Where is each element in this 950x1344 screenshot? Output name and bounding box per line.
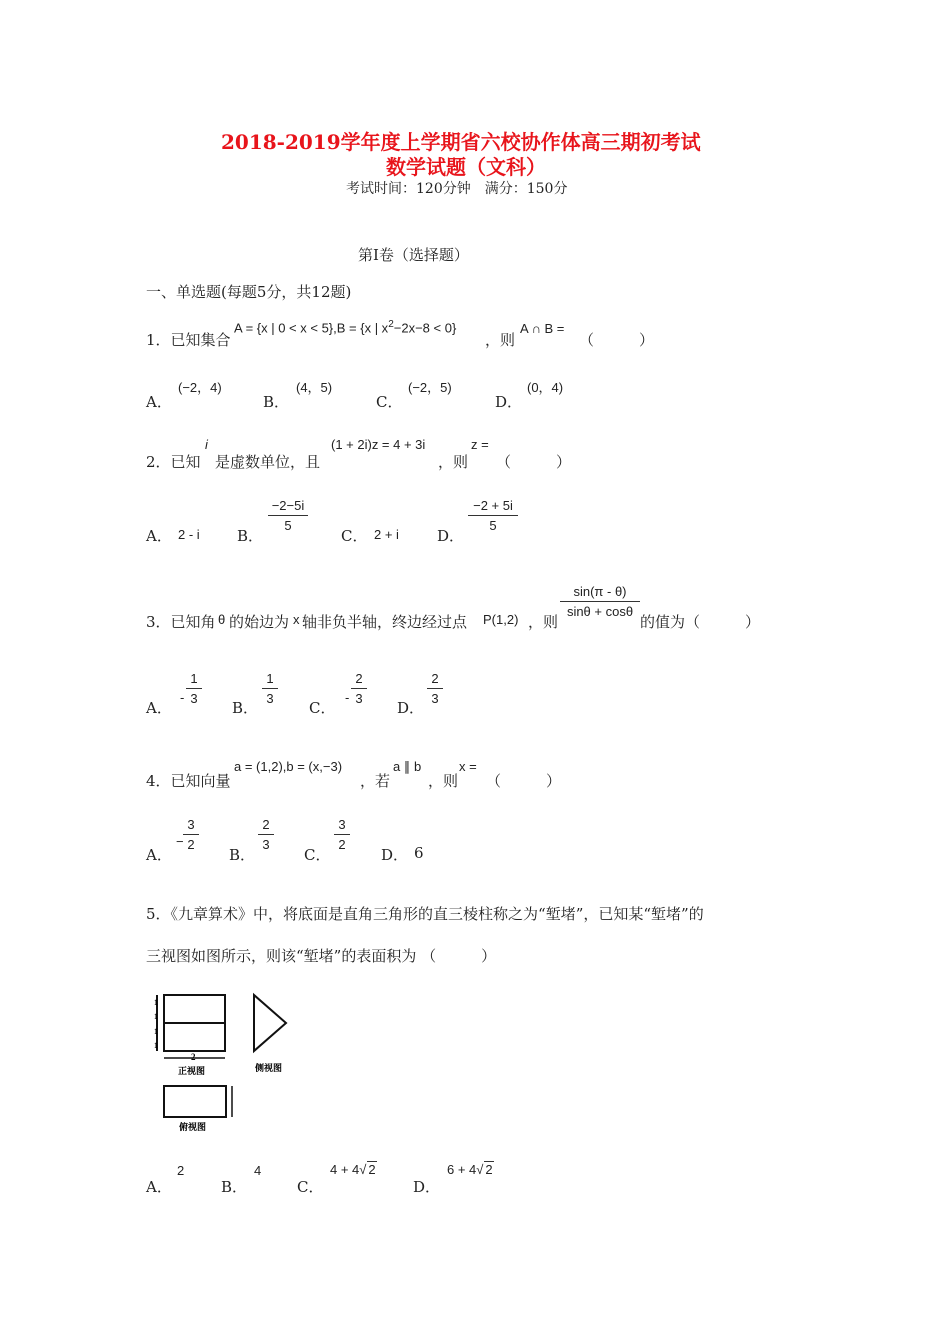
q4-x: x = bbox=[459, 759, 477, 774]
q3-opt-c-fraction bbox=[351, 671, 367, 706]
q1-opt-d-letter: D． bbox=[495, 393, 523, 411]
q3-opt-c-num: 2 bbox=[355, 671, 363, 686]
q3-opt-d-num: 2 bbox=[431, 671, 439, 686]
sqrt-icon: √ bbox=[359, 1162, 367, 1177]
q3-opt-a-num: 1 bbox=[190, 671, 198, 686]
q3-opt-b-den: 3 bbox=[266, 691, 274, 706]
q2-opt-b-num: −2−5i bbox=[271, 498, 305, 513]
q4-opt-c-letter: C． bbox=[304, 846, 331, 864]
q2-opt-b-letter: B． bbox=[237, 527, 264, 545]
q5-opt-a-letter: A． bbox=[146, 1178, 172, 1196]
fraction-bar bbox=[560, 601, 640, 602]
q4-opt-a-num: 3 bbox=[187, 817, 195, 832]
q4-blank: （ ） bbox=[486, 772, 562, 790]
fraction-bar bbox=[262, 688, 278, 689]
q3-num: sin(π - θ) bbox=[573, 584, 627, 599]
q2-opt-d-letter: D． bbox=[437, 527, 465, 545]
q5-opt-c-letter: C． bbox=[297, 1178, 324, 1196]
q2-mid1: 是虚数单位，且 bbox=[215, 453, 321, 471]
q4-vectors: a = (1,2),b = (x,−3) bbox=[234, 759, 343, 774]
q1-mid: ，则 bbox=[485, 331, 516, 349]
q1-set-a bbox=[234, 319, 456, 335]
q4-opt-c-num: 3 bbox=[338, 817, 346, 832]
top-view-label: 俯视图 bbox=[179, 1123, 207, 1133]
q4-opt-b-den: 3 bbox=[262, 837, 270, 852]
dim-label-1b: 1 bbox=[154, 1012, 158, 1021]
q1-opt-b-letter: B． bbox=[263, 393, 290, 411]
q3-opt-d-den: 3 bbox=[431, 691, 439, 706]
q3-opt-d-letter: D． bbox=[397, 699, 425, 717]
q5-opt-c-value bbox=[330, 1161, 377, 1177]
q5-opt-d-radicand: 2 bbox=[485, 1162, 493, 1177]
q4-opt-a-fraction bbox=[183, 817, 199, 852]
q5-opt-c-pre: 4 + 4 bbox=[330, 1162, 360, 1177]
q1-blank: （ ） bbox=[579, 331, 655, 349]
side-view-triangle bbox=[254, 995, 286, 1051]
q1-opt-c-value: (−2，5) bbox=[408, 380, 452, 395]
q3-opt-b-letter: B． bbox=[232, 699, 259, 717]
q3-opt-d-fraction bbox=[427, 671, 443, 706]
fraction-bar bbox=[258, 834, 274, 835]
q3-opt-a-den: 3 bbox=[190, 691, 198, 706]
q3-opt-b-fraction bbox=[262, 671, 278, 706]
q2-opt-d-num: −2 + 5i bbox=[473, 498, 513, 513]
q5-opt-a-value: 2 bbox=[177, 1163, 185, 1178]
q3-tail: 的值为（ ） bbox=[640, 613, 761, 631]
q5-opt-d-value bbox=[447, 1161, 494, 1177]
q2-blank: （ ） bbox=[496, 453, 572, 471]
q2-opt-d-fraction bbox=[468, 498, 518, 533]
q4-opt-a-letter: A． bbox=[146, 846, 172, 864]
fraction-bar bbox=[351, 688, 367, 689]
q3-prefix: 3．已知角 bbox=[146, 613, 216, 631]
q4-opt-d-letter: D． bbox=[381, 846, 409, 864]
q4-opt-c-fraction bbox=[334, 817, 350, 852]
q2-opt-b-fraction bbox=[268, 498, 308, 533]
section-title: 一、单选题(每题5分，共12题) bbox=[146, 283, 352, 301]
q4-opt-d-value: 6 bbox=[414, 844, 424, 862]
q4-parallel: a ∥ b bbox=[393, 759, 422, 774]
q1-opt-c-letter: C． bbox=[376, 393, 403, 411]
q4-opt-b-num: 2 bbox=[262, 817, 270, 832]
q5-line2: 三视图如图所示，则该“堑堵”的表面积为 （ ） bbox=[146, 947, 497, 965]
part-title: 第I卷（选择题） bbox=[358, 246, 469, 264]
q2-imag-unit: i bbox=[205, 437, 208, 452]
q3-opt-a-fraction bbox=[186, 671, 202, 706]
q3-opt-a-letter: A． bbox=[146, 699, 172, 717]
q3-theta: θ bbox=[218, 612, 226, 627]
q5-opt-d-pre: 6 + 4 bbox=[447, 1162, 477, 1177]
q2-opt-a-letter: A． bbox=[146, 527, 172, 545]
sqrt-icon: √ bbox=[476, 1162, 484, 1177]
q3-fraction bbox=[560, 584, 640, 619]
fraction-bar bbox=[468, 515, 518, 516]
q4-opt-b-letter: B． bbox=[229, 846, 256, 864]
fraction-bar bbox=[186, 688, 202, 689]
q3-den: sinθ + cosθ bbox=[566, 604, 634, 619]
top-view-rect bbox=[164, 1086, 226, 1117]
q2-z: z = bbox=[471, 437, 489, 452]
q2-opt-d-den: 5 bbox=[489, 518, 497, 533]
q4-opt-c-den: 2 bbox=[338, 837, 346, 852]
q1-set-a-text: A = {x | 0 < x < 5},B = {x | x bbox=[234, 320, 389, 336]
q4-opt-a-sign: − bbox=[176, 834, 184, 849]
q4-mid2: ，则 bbox=[428, 772, 459, 790]
q4-prefix: 4．已知向量 bbox=[146, 772, 231, 790]
q1-opt-b-value: (4，5) bbox=[296, 380, 333, 395]
q3-opt-c-sign: - bbox=[345, 690, 350, 705]
q1-opt-d-value: (0，4) bbox=[527, 380, 564, 395]
q5-opt-b-value: 4 bbox=[254, 1163, 262, 1178]
q3-mid1: 的始边为 bbox=[229, 613, 290, 631]
q1-opt-a-value: (−2，4) bbox=[178, 380, 222, 395]
q2-opt-c-letter: C． bbox=[341, 527, 368, 545]
dim-label-1c: 1 bbox=[154, 1027, 158, 1036]
q5-opt-b-letter: B． bbox=[221, 1178, 248, 1196]
q3-point: P(1,2) bbox=[483, 612, 519, 627]
q1-expr: A ∩ B = bbox=[520, 321, 565, 336]
q4-opt-a-den: 2 bbox=[187, 837, 195, 852]
q2-opt-c-value: 2 + i bbox=[374, 527, 399, 542]
dim-label-1a: 1 bbox=[154, 998, 158, 1007]
q1-prefix: 1．已知集合 bbox=[146, 331, 231, 349]
q3-opt-b-num: 1 bbox=[266, 671, 274, 686]
q1-opt-a-letter: A． bbox=[146, 393, 172, 411]
q2-opt-a-value: 2 - i bbox=[178, 527, 200, 542]
q4-mid1: ，若 bbox=[360, 772, 391, 790]
dim-label-1d: 1 bbox=[154, 1041, 158, 1050]
q5-opt-d-letter: D． bbox=[413, 1178, 441, 1196]
q3-x: x bbox=[293, 612, 300, 627]
q1-exponent: 2 bbox=[388, 319, 394, 330]
side-view-label: 侧视图 bbox=[255, 1064, 283, 1074]
q3-opt-c-letter: C． bbox=[309, 699, 336, 717]
q5-opt-c-radicand: 2 bbox=[368, 1162, 376, 1177]
three-view-figure bbox=[150, 990, 300, 1135]
exam-title: 2018-2019学年度上学期省六校协作体高三期初考试 bbox=[221, 130, 701, 154]
dim-label-2: 2 bbox=[191, 1052, 196, 1062]
exam-info: 考试时间：120分钟 满分：150分 bbox=[346, 181, 568, 197]
q3-mid2: 轴非负半轴，终边经过点 bbox=[302, 613, 468, 631]
exam-subtitle: 数学试题（文科） bbox=[386, 155, 546, 179]
q3-opt-a-sign: - bbox=[180, 690, 185, 705]
fraction-bar bbox=[427, 688, 443, 689]
fraction-bar bbox=[334, 834, 350, 835]
q1-set-b-text: −2x−8 < 0} bbox=[393, 320, 457, 336]
q2-equation: (1 + 2i)z = 4 + 3i bbox=[331, 437, 426, 452]
q3-opt-c-den: 3 bbox=[355, 691, 363, 706]
q5-line1: 5．《九章算术》中，将底面是直角三角形的直三棱柱称之为“堑堵”，已知某“堑堵”的 bbox=[146, 905, 704, 923]
q3-mid3: ，则 bbox=[528, 613, 559, 631]
front-view-label: 正视图 bbox=[178, 1067, 206, 1077]
q2-prefix: 2．已知 bbox=[146, 453, 201, 471]
q2-opt-b-den: 5 bbox=[284, 518, 292, 533]
q2-mid2: ，则 bbox=[438, 453, 469, 471]
q4-opt-b-fraction bbox=[258, 817, 274, 852]
fraction-bar bbox=[268, 515, 308, 516]
fraction-bar bbox=[183, 834, 199, 835]
